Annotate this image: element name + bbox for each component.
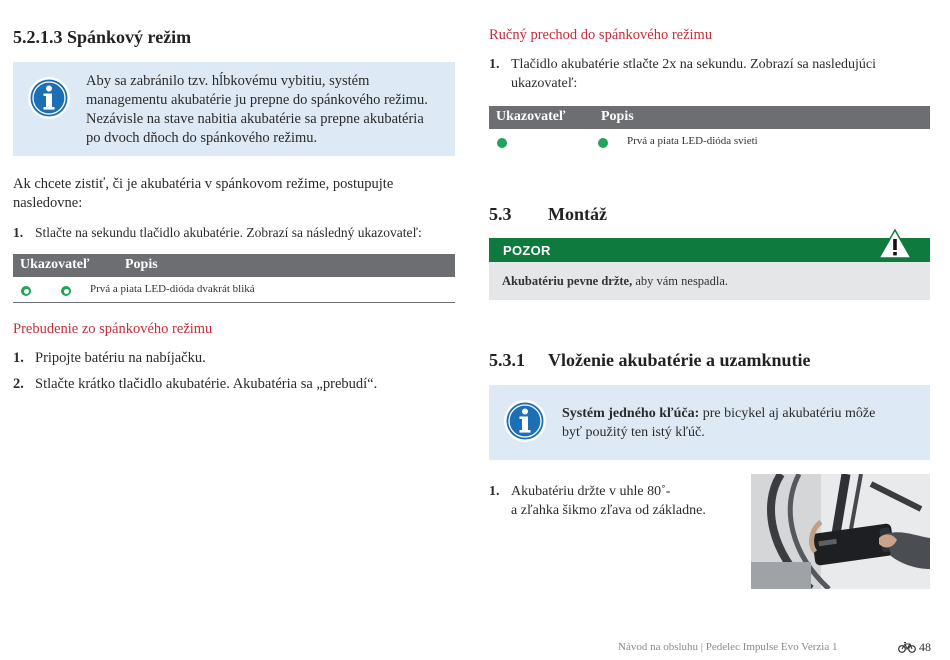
warning-body [489,262,930,300]
info-icon [27,76,71,120]
section-title-montaz: Montáž [548,204,607,224]
section-title-insert: Vloženie akubatérie a uzamknutie [548,350,811,370]
battery-insertion-photo [751,474,930,589]
section-title-sleep-mode: 5.2.1.3 Spánkový režim [13,27,192,47]
warning-text: Akubatériu pevne držte, aby vám nespadla. [502,274,729,288]
section-number-insert: 5.3.1 [489,350,525,370]
led-blinking-icon [61,286,71,296]
indicator-table-row [13,277,455,303]
info-box-sleep [13,62,455,156]
info-icon [503,399,547,443]
info-text: Aby sa zabránilo tzv. hĺbkovému vybitiu, systém managementu akubatérie ju prepne do spánkového režimu. Nezávisle na stave nabitia akubatérie sa prepne akubatéria po dvoch dňoch do spánkového režimu. [86,73,428,146]
led-on-icon [497,138,507,148]
footer-text: Návod na obsluhu | Pedelec Impulse Evo Verzia 1 [618,641,838,653]
indicator-description: Prvá a piata LED-dióda dvakrát bliká [90,283,255,295]
wake-step-1: 1. Pripojte batériu na nabíjačku. [13,350,206,366]
info-key-text: Systém jedného kľúča: pre bicykel aj akubatériu môže byť použitý ten istý kľúč. [562,406,876,440]
step-1: 1. Stlačte na sekundu tlačidlo akubatérie. Zobrazí sa následný ukazovateľ: [13,225,422,240]
check-instruction: Ak chcete zistiť, či je akubatéria v spánkovom režime, postupujte nasledovne: [13,176,394,211]
warning-triangle-icon [877,228,913,260]
led-blinking-icon [21,286,31,296]
led-on-icon [598,138,608,148]
indicator-table-row-right [489,129,930,154]
indicator-table-header: Ukazovateľ Popis [13,254,455,277]
warning-label: POZOR [503,243,551,258]
insert-step-1: 1. Akubatériu držte v uhle 80˚- a zľahka šikmo zľava od základne. [489,484,706,518]
manual-step-1: 1. Tlačidlo akubatérie stlačte 2x na sekundu. Zobrazí sa nasledujúci ukazovateľ: [489,57,877,91]
page-number: 48 [919,640,931,654]
wake-step-2: 2. Stlačte krátko tlačidlo akubatérie. Akubatéria sa „prebudí“. [13,376,378,392]
info-box-key [489,385,930,460]
bicycle-icon [898,641,916,653]
indicator-description-right: Prvá a piata LED-dióda svieti [627,135,758,147]
warning-header [489,238,930,262]
wake-heading: Prebudenie zo spánkového režimu [13,321,213,337]
indicator-table-header-right: Ukazovateľ Popis [489,106,930,129]
section-number-montaz: 5.3 [489,204,512,224]
manual-sleep-heading: Ručný prechod do spánkového režimu [489,27,713,43]
